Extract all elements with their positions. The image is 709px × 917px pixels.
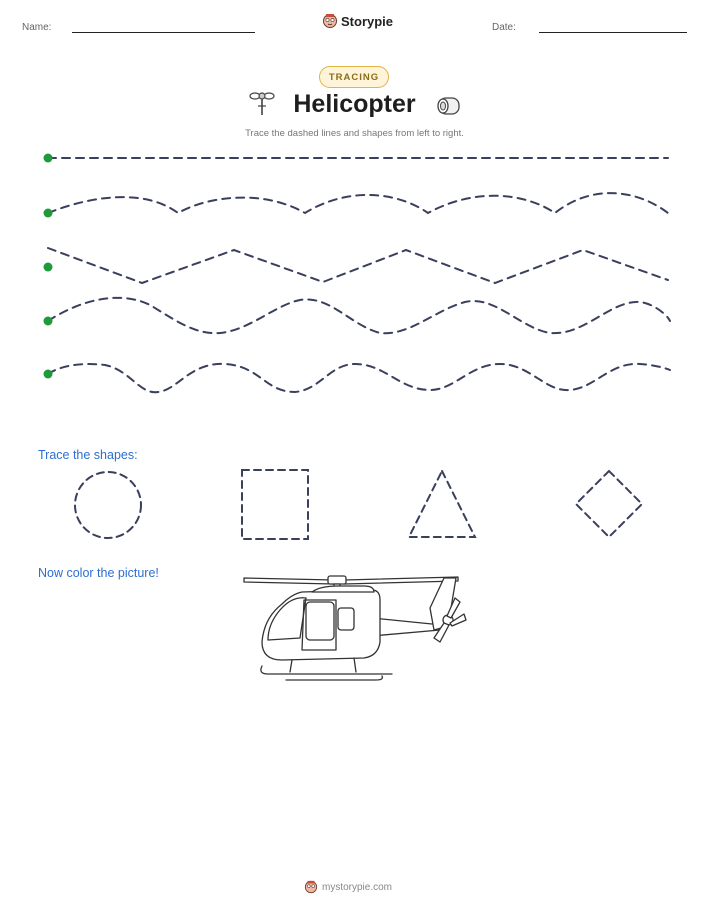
name-line[interactable] <box>72 32 255 33</box>
color-section-label: Now color the picture! <box>38 566 159 580</box>
main-rotor-left <box>244 578 334 584</box>
footer-mascot-icon <box>304 880 318 894</box>
page-title: Helicopter <box>293 90 416 118</box>
zigzag-line[interactable] <box>48 248 668 283</box>
engine-cowling <box>312 586 374 592</box>
wave-line[interactable] <box>48 193 668 213</box>
door-window <box>306 602 334 640</box>
skid-rear <box>286 676 382 680</box>
trace-square[interactable] <box>242 470 308 539</box>
helicopter-picture[interactable] <box>242 570 472 690</box>
bumpy-wave-line[interactable] <box>48 364 670 392</box>
start-dot-5 <box>44 370 53 379</box>
windshield <box>268 598 306 640</box>
start-dot-3 <box>44 263 53 272</box>
tail-boom <box>372 618 440 636</box>
footer <box>304 880 392 894</box>
shapes-section-label: Trace the shapes: <box>38 448 138 462</box>
side-window <box>338 608 354 630</box>
brand-logo <box>322 13 393 29</box>
fuel-canister-icon <box>434 95 464 117</box>
tracing-badge: TRACING <box>319 66 389 88</box>
storypie-mascot-icon <box>322 13 338 29</box>
trace-triangle[interactable] <box>409 471 475 537</box>
skid-front <box>261 666 392 674</box>
date-label: Date: <box>492 22 516 33</box>
date-line[interactable] <box>539 32 687 33</box>
trace-circle[interactable] <box>75 472 141 538</box>
rotor-hub <box>328 576 346 584</box>
smooth-wave-line[interactable] <box>48 298 670 333</box>
instructions: Trace the dashed lines and shapes from left to right. <box>245 128 464 139</box>
tracing-lines <box>0 140 709 400</box>
start-dot-4 <box>44 317 53 326</box>
start-dot-2 <box>44 209 53 218</box>
trace-shapes <box>0 465 709 545</box>
brand-name: Storypie <box>341 13 394 29</box>
main-rotor-right <box>344 577 458 584</box>
trace-diamond[interactable] <box>576 471 642 537</box>
start-dot-1 <box>44 154 53 163</box>
name-label: Name: <box>22 22 52 33</box>
footer-url[interactable]: mystorypie.com <box>322 881 393 893</box>
